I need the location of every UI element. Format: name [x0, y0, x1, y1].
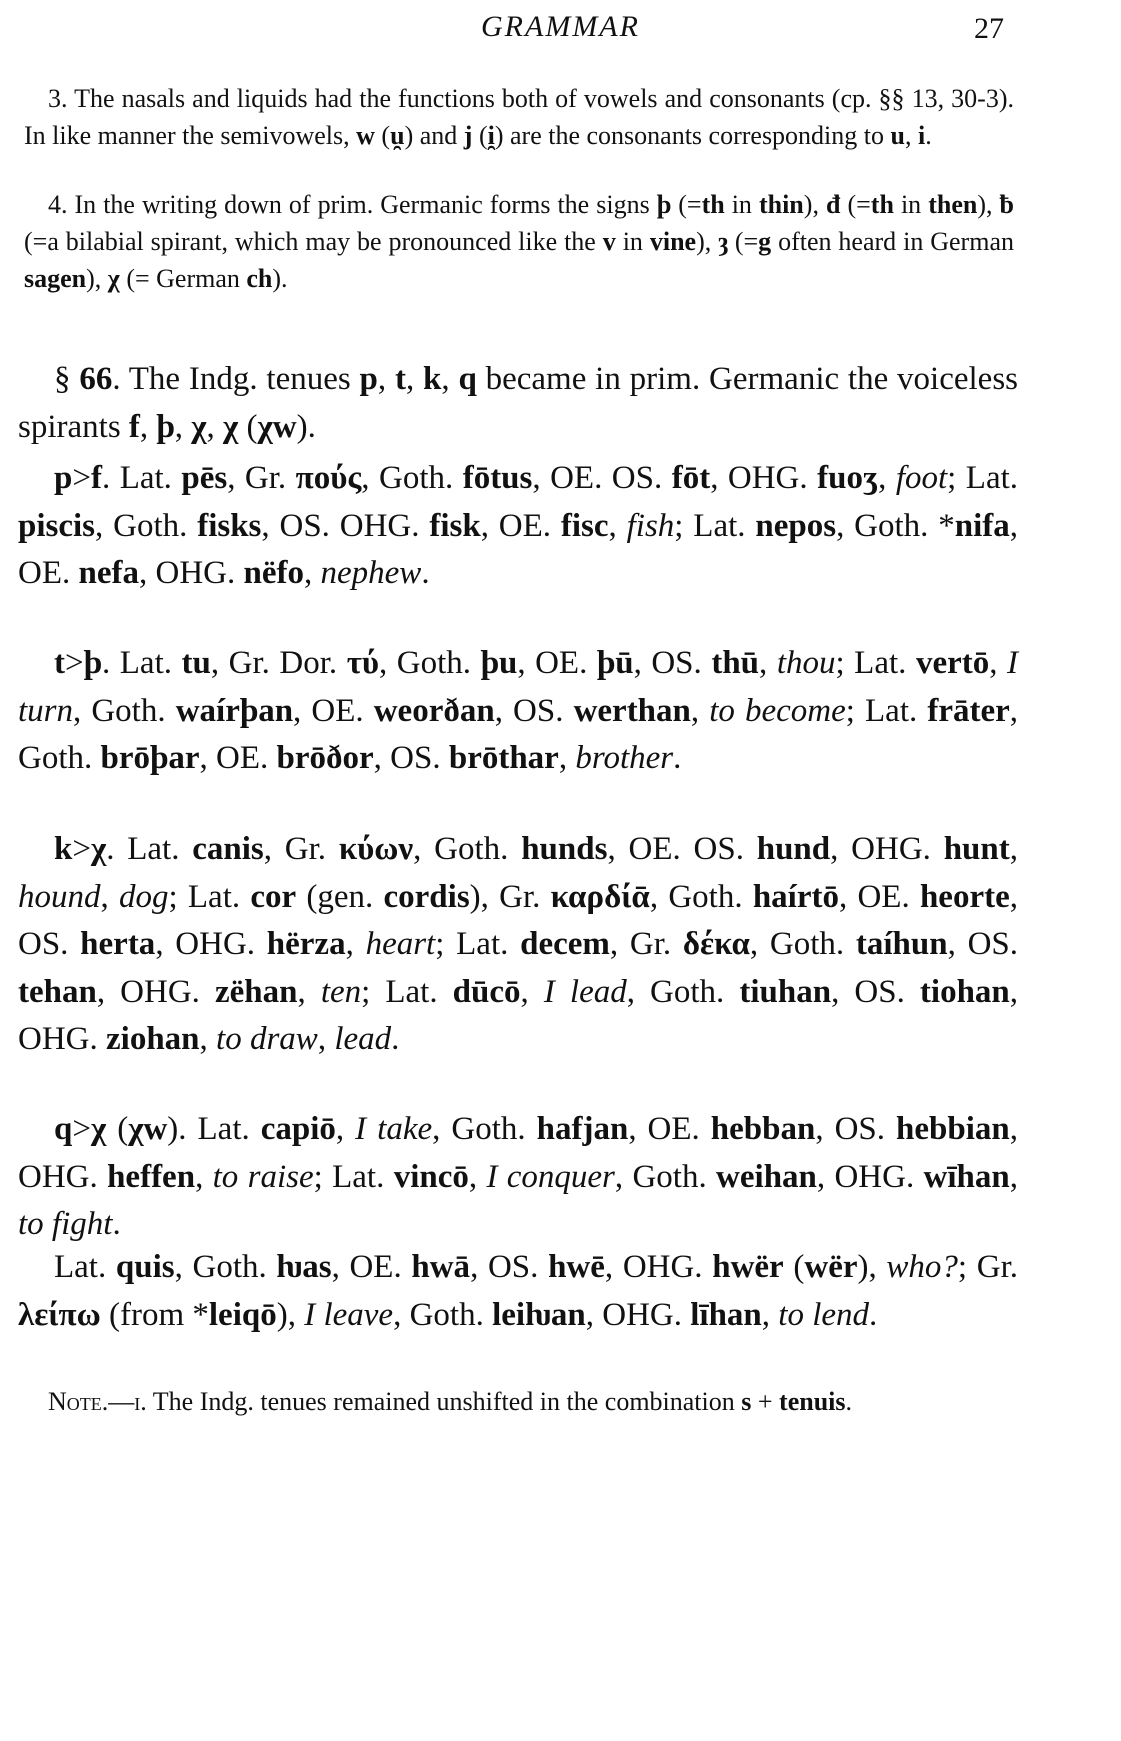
note-1: Note.—i. The Indg. tenues remained unshifted in the combination s + tenuis.	[48, 1387, 853, 1416]
paragraph-4: 4. In the writing down of prim. Germanic forms the signs þ (=th in thin), đ (=th in then), ƀ (=a bilabial spirant, which may be pronounced like the v in vine), ȝ (=g often heard in German sagen), χ (= German ch).	[24, 190, 1014, 293]
paragraph-lat-quis: Lat. quis, Goth. ƕas, OE. hwā, OS. hwē, OHG. hwër (wër), who?; Gr. λείπω (from *leiqō), I leave, Goth. leiƕan, OHG. līhan, to lend.	[18, 1249, 1018, 1333]
paragraph-t-to-thorn: t>þ. Lat. tu, Gr. Dor. τύ, Goth. þu, OE. þū, OS. thū, thou; Lat. vertō, I turn, Goth. waírþan, OE. weorðan, OS. werthan, to become; Lat. frāter, Goth. brōþar, OE. brōðor, OS. brōthar, brother.	[18, 645, 1019, 776]
page-number: 27	[974, 12, 1004, 45]
section-66-heading: § 66. The Indg. tenues p, t, k, q became in prim. Germanic the voiceless spirants f, þ, χ, χ (χw).	[18, 361, 1019, 445]
running-title: GRAMMAR	[481, 10, 640, 43]
paragraph-q-to-chi: q>χ (χw). Lat. capiō, I take, Goth. hafjan, OE. hebban, OS. hebbian, OHG. heffen, to raise; Lat. vincō, I conquer, Goth. weihan, OHG. wīhan, to fight.	[18, 1111, 1019, 1242]
paragraph-k-to-chi: k>χ. Lat. canis, Gr. κύων, Goth. hunds, OE. OS. hund, OHG. hunt, hound, dog; Lat. cor (gen. cordis), Gr. καρδίᾱ, Goth. haírtō, OE. heorte, OS. herta, OHG. hërza, heart; Lat. decem, Gr. δέκα, Goth. taíhun, OS. tehan, OHG. zëhan, ten; Lat. dūcō, I lead, Goth. tiuhan, OS. tiohan, OHG. ziohan, to draw, lead.	[18, 831, 1019, 1057]
paragraph-p-to-f: p>f. Lat. pēs, Gr. πούς, Goth. fōtus, OE. OS. fōt, OHG. fuoʒ, foot; Lat. piscis, Goth. fisks, OS. OHG. fisk, OE. fisc, fish; Lat. nepos, Goth. *nifa, OE. nefa, OHG. nëfo, nephew.	[18, 460, 1019, 591]
page-header	[0, 10, 1121, 50]
paragraph-3: 3. The nasals and liquids had the functions both of vowels and consonants (cp. §§ 13, 30-3). In like manner the semivowels, w (u̯) and j (i̯) are the consonants corresponding to u, i.	[24, 84, 1014, 150]
